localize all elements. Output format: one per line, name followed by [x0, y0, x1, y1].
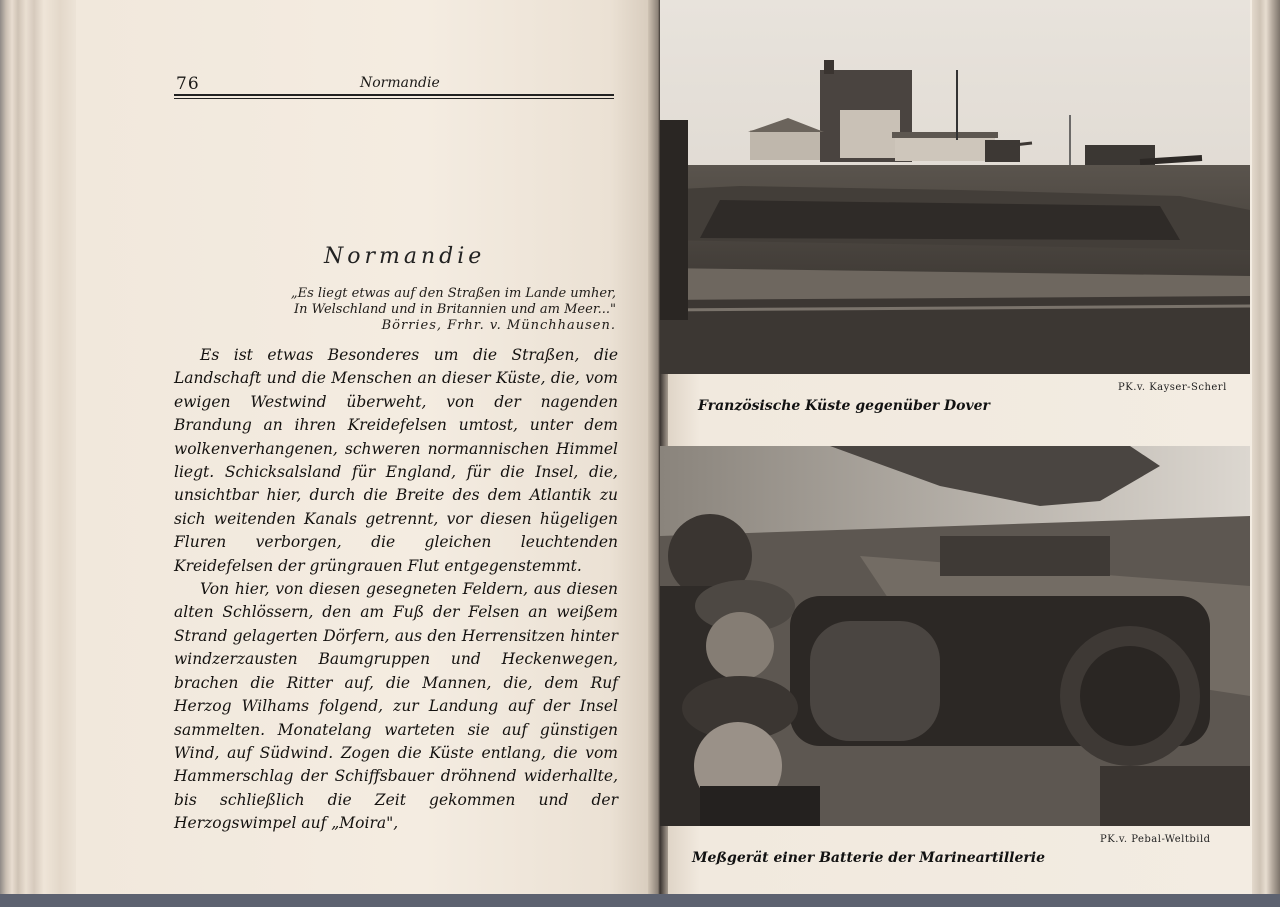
- left-page-edges: [0, 0, 80, 907]
- page-number: 76: [176, 74, 200, 94]
- coastal-battery-image: [660, 0, 1250, 374]
- epigraph-line-1: „Es liegt etwas auf den Straßen im Lande umher,: [290, 286, 616, 301]
- paragraph-1: Es ist etwas Besonderes um die Straßen, die Landschaft und die Menschen an dieser Küste, die, vom ewigen Westwind überweht, von der nagenden Brandung an ihren Kreidefelsen umtost, unter dem wolkenverhangenen, schweren normannischen Himmel liegt. Schicksalsland für England, für die Insel, die, unsichtbar hier, durch die Breite des dem Atlantik zu sich weitenden Kanals getrennt, vor diesen hügeligen Fluren verborgen, die gleichen leuchtenden Kreidefelsen der grüngrauen Flut entgegenstemmt.: [174, 346, 618, 575]
- rangefinder-image: [660, 446, 1250, 826]
- photo-credit-2: PK.v. Pebal-Weltbild: [1100, 834, 1211, 845]
- photo-rangefinder-crew: [660, 446, 1250, 826]
- chapter-title: Normandie: [324, 244, 486, 269]
- background-surface: [0, 894, 1280, 907]
- photo-coastal-battery: [660, 0, 1250, 374]
- header-rule: [174, 94, 614, 96]
- epigraph-author: Börries, Frhr. v. Münchhausen.: [381, 318, 616, 333]
- running-title: Normandie: [360, 75, 440, 91]
- photo-caption-2: Meßgerät einer Batterie der Marineartillerie: [692, 850, 1045, 866]
- right-page-edges: [1252, 0, 1280, 907]
- epigraph-line-2: In Welschland und in Britannien und am Meer...": [294, 302, 616, 317]
- photo-caption-1: Französische Küste gegenüber Dover: [698, 398, 990, 414]
- paragraph-2: Von hier, von diesen gesegneten Feldern, aus diesen alten Schlössern, den am Fuß der Felsen an weißem Strand gelagerten Dörfern, aus den Herrensitzen hinter windzerzausten Baumgruppen und Heckenwegen, brachen die Ritter auf, die Mannen, die, dem Ruf Herzog Wilhams folgend, zur Landung auf der Insel sammelten. Monatelang warteten sie auf günstigen Wind, auf Südwind. Zogen die Küste entlang, die vom Hammerschlag der Schiffsbauer dröhnend widerhallte, bis schließlich die Zeit gekommen und der Herzogswimpel auf „Moira",: [174, 580, 618, 833]
- body-text: [174, 344, 618, 836]
- photo-credit-1: PK.v. Kayser-Scherl: [1118, 382, 1227, 393]
- header-rule-thin: [174, 98, 614, 99]
